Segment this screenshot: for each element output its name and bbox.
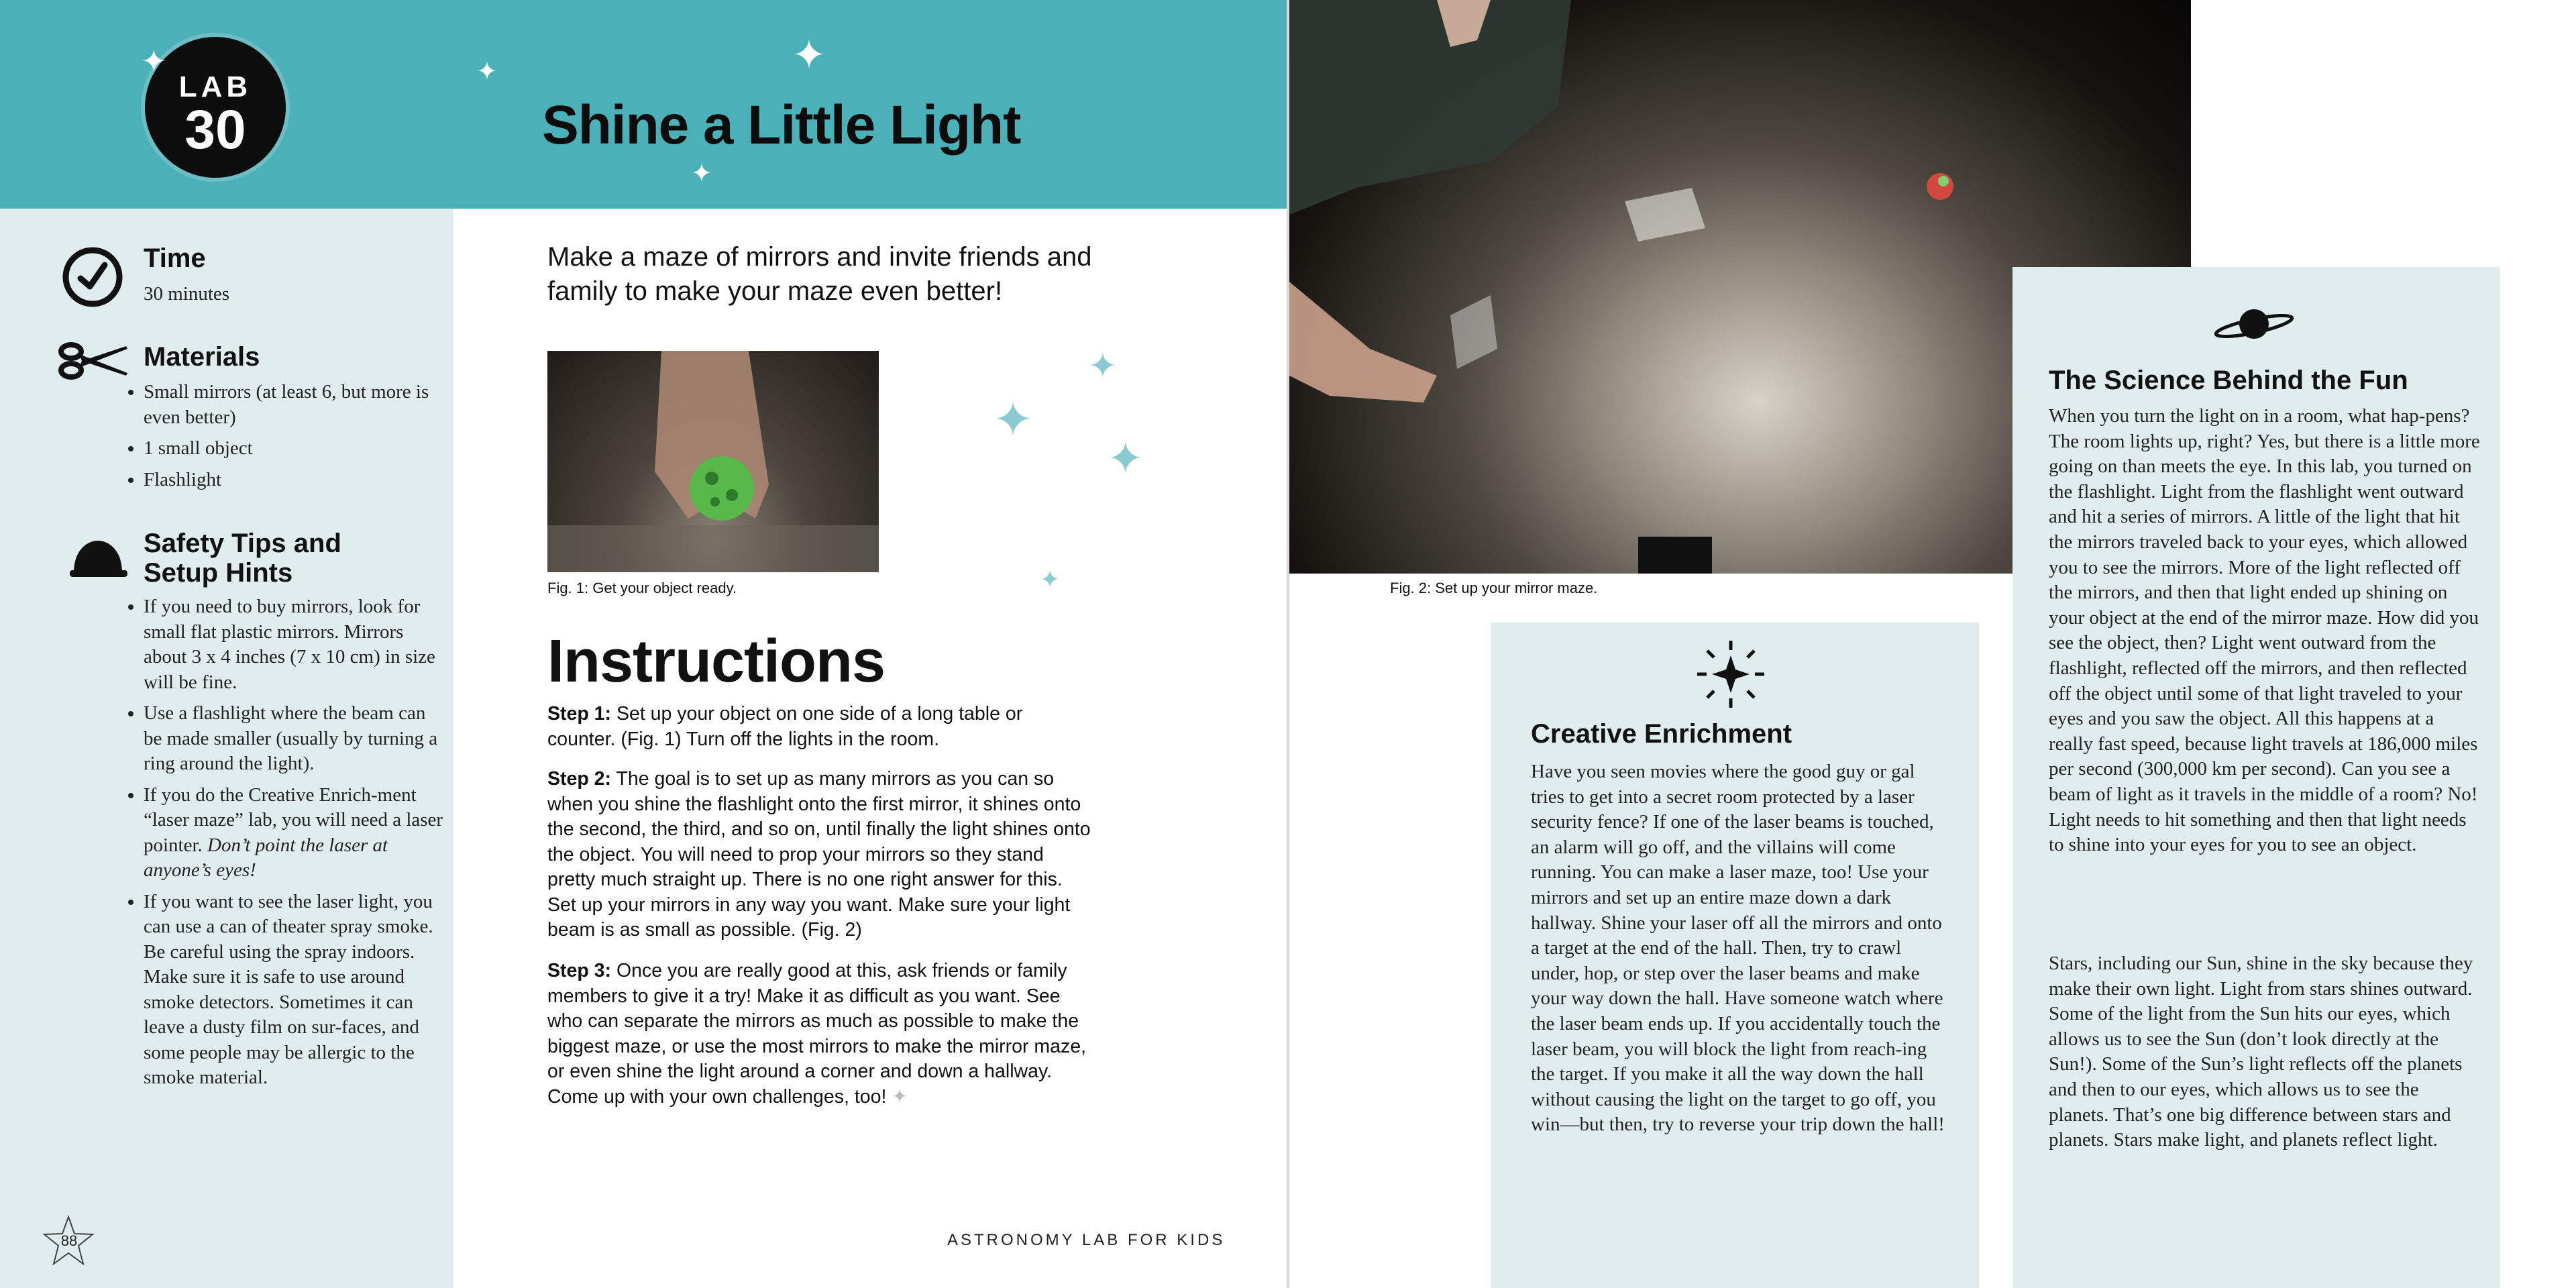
- small-sparkle-icon: ✦: [892, 1085, 908, 1108]
- safety-heading-line2: Setup Hints: [144, 558, 293, 588]
- hard-hat-icon: [67, 537, 129, 580]
- clock-icon: [60, 245, 125, 309]
- materials-heading: Materials: [144, 342, 260, 372]
- step-3: [547, 959, 1091, 1110]
- creative-heading: Creative Enrichment: [1531, 719, 1792, 749]
- hand-holding-ball-illustration: [547, 351, 879, 572]
- lab-label: LAB: [178, 70, 252, 103]
- laser-warning: Don’t point the laser at anyone’s eyes!: [144, 834, 388, 881]
- page-number: 88: [60, 1232, 78, 1249]
- safety-item3-text: If you do the Creative Enrich-ment “laser maze” lab, you will need a laser pointer.: [144, 784, 443, 856]
- fig2-caption: Fig. 2: Set up your mirror maze.: [1390, 580, 1598, 596]
- planet-icon: [2214, 301, 2294, 347]
- step-label: Step 2:: [547, 768, 612, 790]
- step-text: Set up your object on one side of a long table or counter. (Fig. 1) Turn off the lights in the room.: [547, 703, 1023, 750]
- sparkle-icon: ✦: [141, 44, 167, 78]
- sparkle-icon: ✦: [691, 160, 712, 188]
- scissors-icon: [56, 339, 130, 382]
- list-item: • 1 small object: [144, 436, 432, 462]
- sparkle-icon: ✦: [993, 393, 1034, 447]
- materials-list: [125, 380, 432, 498]
- step-text: Once you are really good at this, ask friends or family members to give it a try! Make it as difficult as you want. See who can separate the mirrors as much as possible to make the biggest maze, or use the most mirrors to make the mirror maze, or even shine the light around a corner and down a hallway. Come up with your own challenges, too!: [547, 960, 1087, 1108]
- time-heading: Time: [144, 244, 206, 273]
- fig1-photo: [547, 351, 879, 572]
- safety-heading: [144, 529, 341, 588]
- sparkle-icon: ✦: [1040, 566, 1061, 593]
- step-text: The goal is to set up as many mirrors as you can so when you shine the flashlight onto the first mirror, it shines onto the second, the third, and so on, until finally the light shines onto the object. You will need to prop your mirrors so they stand pretty much straight up. There is no one right answer for this. Set up your mirrors in any way you want. Make sure your light beam is as small as possible. (Fig. 2): [547, 768, 1091, 941]
- list-item: • If you need to buy mirrors, look for small flat plastic mirrors. Mirrors about 3 x 4 inches (7 x 10 cm) in size will be fine.: [144, 594, 445, 695]
- step-2: [547, 767, 1091, 943]
- sparkle-icon: ✦: [1107, 433, 1144, 483]
- sparkle-icon: ✦: [476, 58, 498, 86]
- sparkle-burst-icon: [1697, 641, 1764, 708]
- safety-heading-line1: Safety Tips and: [144, 529, 341, 558]
- list-item: • Use a flashlight where the beam can be made smaller (usually by turning a ring around the light).: [144, 701, 445, 777]
- fig1-caption: Fig. 1: Get your object ready.: [547, 580, 737, 596]
- sparkle-icon: ✦: [1088, 347, 1118, 386]
- science-paragraph-2: Stars, including our Sun, shine in the sky because they make their own light. Light from stars shines outward. Some of the light from the Sun hits our eyes, which allows us to see the Sun (don’t look directly at the Sun!). Some of the Sun’s light reflects off the planets and then to our eyes, which allows us to see the planets. That’s one big difference between stars and planets. Stars make light, and planets reflect light.: [2049, 953, 2473, 1151]
- instructions-heading: Instructions: [547, 628, 885, 695]
- science-paragraph-1: When you turn the light on in a room, what hap-pens? The room lights up, right? Yes, but there is a little more going on than meets the eye. In this lab, you turned on the flashlight. Light from the flashlight went outward and hit a series of mirrors. A little of the light that hit the mirrors traveled back to your eyes, which allowed you to see the mirrors. More of the light reflected off the mirrors, and then that light ended up shining on your object at the end of the mirror maze. How did you see the object, then? Light went outward from the flashlight, reflected off the mirrors, and then reflected off the object until some of that light traveled to your eyes and you saw the object. All this happens at a really fast speed, because light travels at 186,000 miles per second (300,000 km per second). Can you see a beam of light as it travels in the middle of a room? No! Light needs to hit something and then that light needs to shine into your eyes for you to see an object.: [2049, 405, 2480, 856]
- book-footer: ASTRONOMY LAB FOR KIDS: [947, 1231, 1226, 1249]
- sparkle-icon: ✦: [792, 32, 826, 78]
- science-heading: The Science Behind the Fun: [2049, 366, 2408, 395]
- list-item: • Flashlight: [144, 468, 432, 493]
- creative-text: Have you seen movies where the good guy or gal tries to get into a secret room protected by a laser security fence? If one of the laser beams is touched, an alarm will go off, and the villains will come running. You can make a laser maze, too! Use your mirrors and set up an entire maze down a dark hallway. Shine your laser off all the mirrors and onto a target at the end of the hall. Then, try to crawl under, hop, or step over the laser beams and make your way down the hall. Have someone watch where the laser beam ends up. If you accidentally touch the laser beam, you will block the light from reach-ing the target. If you make it all the way down the hall without causing the light on the target to go off, you win—but then, try to reverse your trip down the hall!: [1531, 761, 1945, 1136]
- time-value: 30 minutes: [144, 283, 230, 305]
- step-1: [547, 702, 1091, 752]
- intro-text: Make a maze of mirrors and invite friends and family to make your maze even better!: [547, 242, 1092, 306]
- list-item: • Small mirrors (at least 6, but more is even better): [144, 380, 432, 430]
- safety-list: [125, 594, 445, 1097]
- page-title: Shine a Little Light: [542, 95, 1021, 156]
- step-label: Step 3:: [547, 960, 612, 981]
- lab-number: 30: [184, 99, 246, 160]
- list-item: [144, 783, 445, 883]
- list-item: • If you want to see the laser light, you can use a can of theater spray smoke. Be careful using the spray indoors. Make sure it is safe to use around smoke detectors. Sometimes it can leave a dusty film on sur-faces, and some people may be allergic to the smoke material.: [144, 890, 445, 1091]
- step-label: Step 1:: [547, 703, 612, 724]
